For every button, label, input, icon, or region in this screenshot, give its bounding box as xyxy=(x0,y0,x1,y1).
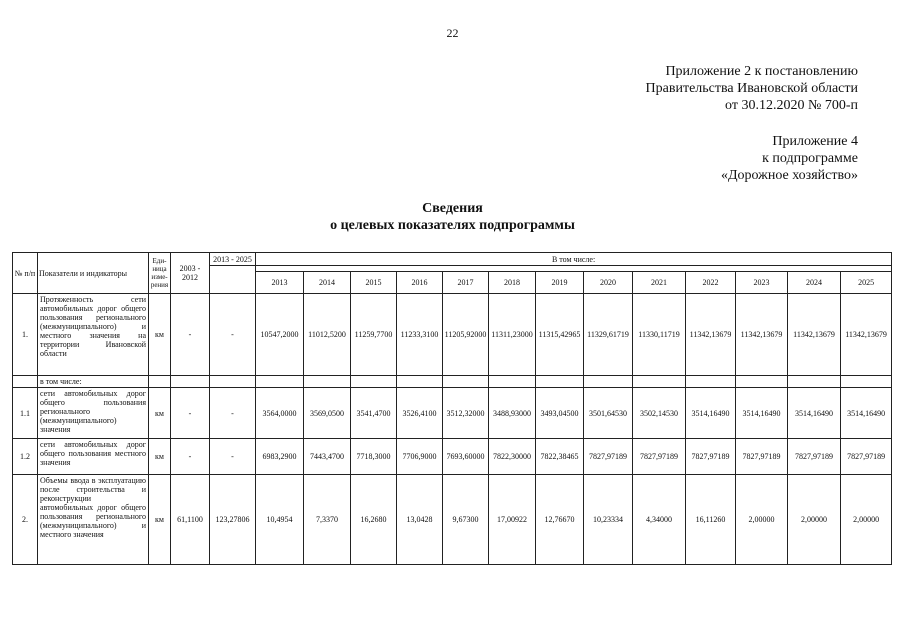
row-period-2013-2025: - xyxy=(210,294,256,376)
empty-cell xyxy=(171,376,210,388)
value-cell: 7822,38465 xyxy=(536,439,584,475)
empty-cell xyxy=(584,376,633,388)
value-cell: 3514,16490 xyxy=(686,388,736,439)
value-cell: 11342,13679 xyxy=(736,294,788,376)
year-header: 2024 xyxy=(788,272,841,294)
value-cell: 2,00000 xyxy=(736,475,788,565)
value-cell: 7,3370 xyxy=(304,475,351,565)
empty-cell xyxy=(256,376,304,388)
row-unit: км xyxy=(149,388,171,439)
row-period-2013-2025: - xyxy=(210,439,256,475)
value-cell: 11342,13679 xyxy=(841,294,892,376)
value-cell: 2,00000 xyxy=(788,475,841,565)
value-cell: 12,76670 xyxy=(536,475,584,565)
empty-cell xyxy=(443,376,489,388)
table-row xyxy=(13,294,892,376)
including-row xyxy=(13,376,892,388)
value-cell: 10,23334 xyxy=(584,475,633,565)
row-unit: км xyxy=(149,475,171,565)
year-header: 2017 xyxy=(443,272,489,294)
value-cell: 4,34000 xyxy=(633,475,686,565)
value-cell: 11330,11719 xyxy=(633,294,686,376)
row-num: 1.1 xyxy=(13,388,38,439)
value-cell: 7443,4700 xyxy=(304,439,351,475)
year-header: 2020 xyxy=(584,272,633,294)
year-header: 2019 xyxy=(536,272,584,294)
value-cell: 11233,3100 xyxy=(397,294,443,376)
attachment-to-subprogram xyxy=(721,133,858,184)
value-cell: 7827,97189 xyxy=(736,439,788,475)
year-header: 2016 xyxy=(397,272,443,294)
header-period-2013-2025: 2013 - 2025 xyxy=(210,253,256,266)
year-header: 2018 xyxy=(489,272,536,294)
year-header: 2022 xyxy=(686,272,736,294)
row-indicator-name: сети автомобильных дорог общего пользования регионального (межмуниципального) значения xyxy=(38,388,149,439)
document-title xyxy=(0,200,905,234)
title-line: Сведения xyxy=(422,201,483,216)
title-line: о целевых показателях подпрограммы xyxy=(330,218,575,233)
row-period-2003-2012: - xyxy=(171,439,210,475)
empty-cell xyxy=(489,376,536,388)
empty-cell xyxy=(351,376,397,388)
value-cell: 3493,04500 xyxy=(536,388,584,439)
row-period-2013-2025: 123,27806 xyxy=(210,475,256,565)
attachment-line: от 30.12.2020 № 700-п xyxy=(725,98,858,113)
value-cell: 11012,5200 xyxy=(304,294,351,376)
value-cell: 17,00922 xyxy=(489,475,536,565)
value-cell: 3569,0500 xyxy=(304,388,351,439)
value-cell: 3526,4100 xyxy=(397,388,443,439)
empty-cell xyxy=(788,376,841,388)
year-header: 2014 xyxy=(304,272,351,294)
value-cell: 6983,2900 xyxy=(256,439,304,475)
value-cell: 11342,13679 xyxy=(788,294,841,376)
header-indicator: Показатели и индикаторы xyxy=(38,253,149,294)
year-header: 2025 xyxy=(841,272,892,294)
value-cell: 7827,97189 xyxy=(584,439,633,475)
empty-cell xyxy=(736,376,788,388)
empty-cell xyxy=(841,376,892,388)
value-cell: 11311,23000 xyxy=(489,294,536,376)
table-row xyxy=(13,439,892,475)
value-cell: 7718,3000 xyxy=(351,439,397,475)
row-unit: км xyxy=(149,439,171,475)
value-cell: 10547,2000 xyxy=(256,294,304,376)
year-header: 2021 xyxy=(633,272,686,294)
attachment-line: Приложение 4 xyxy=(772,134,858,149)
table-row xyxy=(13,388,892,439)
attachment-to-resolution xyxy=(646,63,858,114)
value-cell: 7827,97189 xyxy=(633,439,686,475)
value-cell: 7827,97189 xyxy=(788,439,841,475)
row-indicator-name: Протяженность сети автомобильных дорог общего пользования регионального (межмуниципального) и местного значения на территории Ивановской области xyxy=(38,294,149,376)
page-number: 22 xyxy=(446,26,459,40)
row-num: 2. xyxy=(13,475,38,565)
value-cell: 3541,4700 xyxy=(351,388,397,439)
value-cell: 9,67300 xyxy=(443,475,489,565)
value-cell: 3514,16490 xyxy=(788,388,841,439)
empty-cell xyxy=(13,376,38,388)
empty-cell xyxy=(304,376,351,388)
year-header: 2023 xyxy=(736,272,788,294)
row-indicator-name: сети автомобильных дорог общего пользования местного значения xyxy=(38,439,149,475)
value-cell: 3502,14530 xyxy=(633,388,686,439)
header-num: № п/п xyxy=(13,253,38,294)
value-cell: 3514,16490 xyxy=(736,388,788,439)
attachment-line: «Дорожное хозяйство» xyxy=(720,168,858,183)
value-cell: 3514,16490 xyxy=(841,388,892,439)
value-cell: 11329,61719 xyxy=(584,294,633,376)
empty-cell xyxy=(686,376,736,388)
value-cell: 7827,97189 xyxy=(686,439,736,475)
row-period-2003-2012: 61,1100 xyxy=(171,475,210,565)
empty-cell xyxy=(149,376,171,388)
year-header: 2013 xyxy=(256,272,304,294)
empty-cell xyxy=(210,376,256,388)
value-cell: 3512,32000 xyxy=(443,388,489,439)
including-label: в том числе: xyxy=(38,376,149,388)
attachment-line: Приложение 2 к постановлению xyxy=(665,64,858,79)
header-period-2003-2012: 2003 - 2012 xyxy=(171,253,210,294)
value-cell: 11259,7700 xyxy=(351,294,397,376)
value-cell: 13,0428 xyxy=(397,475,443,565)
header-cell xyxy=(210,266,256,294)
value-cell: 3501,64530 xyxy=(584,388,633,439)
header-row xyxy=(13,253,892,266)
row-num: 1. xyxy=(13,294,38,376)
value-cell: 3564,0000 xyxy=(256,388,304,439)
empty-cell xyxy=(536,376,584,388)
header-including: В том числе: xyxy=(256,253,892,266)
value-cell: 16,11260 xyxy=(686,475,736,565)
row-unit: км xyxy=(149,294,171,376)
row-period-2003-2012: - xyxy=(171,294,210,376)
attachment-line: Правительства Ивановской области xyxy=(645,81,858,96)
value-cell: 11315,42965 xyxy=(536,294,584,376)
table-row xyxy=(13,475,892,565)
value-cell: 2,00000 xyxy=(841,475,892,565)
value-cell: 7822,30000 xyxy=(489,439,536,475)
value-cell: 16,2680 xyxy=(351,475,397,565)
row-period-2013-2025: - xyxy=(210,388,256,439)
row-indicator-name: Объемы ввода в эксплуатацию после строительства и реконструкции автомобильных дорог общего пользования регионального (межмуниципального) и местного значения xyxy=(38,475,149,565)
empty-cell xyxy=(633,376,686,388)
value-cell: 7706,9000 xyxy=(397,439,443,475)
row-num: 1.2 xyxy=(13,439,38,475)
empty-cell xyxy=(397,376,443,388)
value-cell: 7827,97189 xyxy=(841,439,892,475)
row-period-2003-2012: - xyxy=(171,388,210,439)
value-cell: 11205,92000 xyxy=(443,294,489,376)
value-cell: 7693,60000 xyxy=(443,439,489,475)
year-header: 2015 xyxy=(351,272,397,294)
value-cell: 11342,13679 xyxy=(686,294,736,376)
header-unit: Еди-ница изме-рения xyxy=(149,253,171,294)
attachment-line: к подпрограмме xyxy=(762,151,858,166)
value-cell: 10,4954 xyxy=(256,475,304,565)
indicators-table xyxy=(12,252,892,565)
value-cell: 3488,93000 xyxy=(489,388,536,439)
